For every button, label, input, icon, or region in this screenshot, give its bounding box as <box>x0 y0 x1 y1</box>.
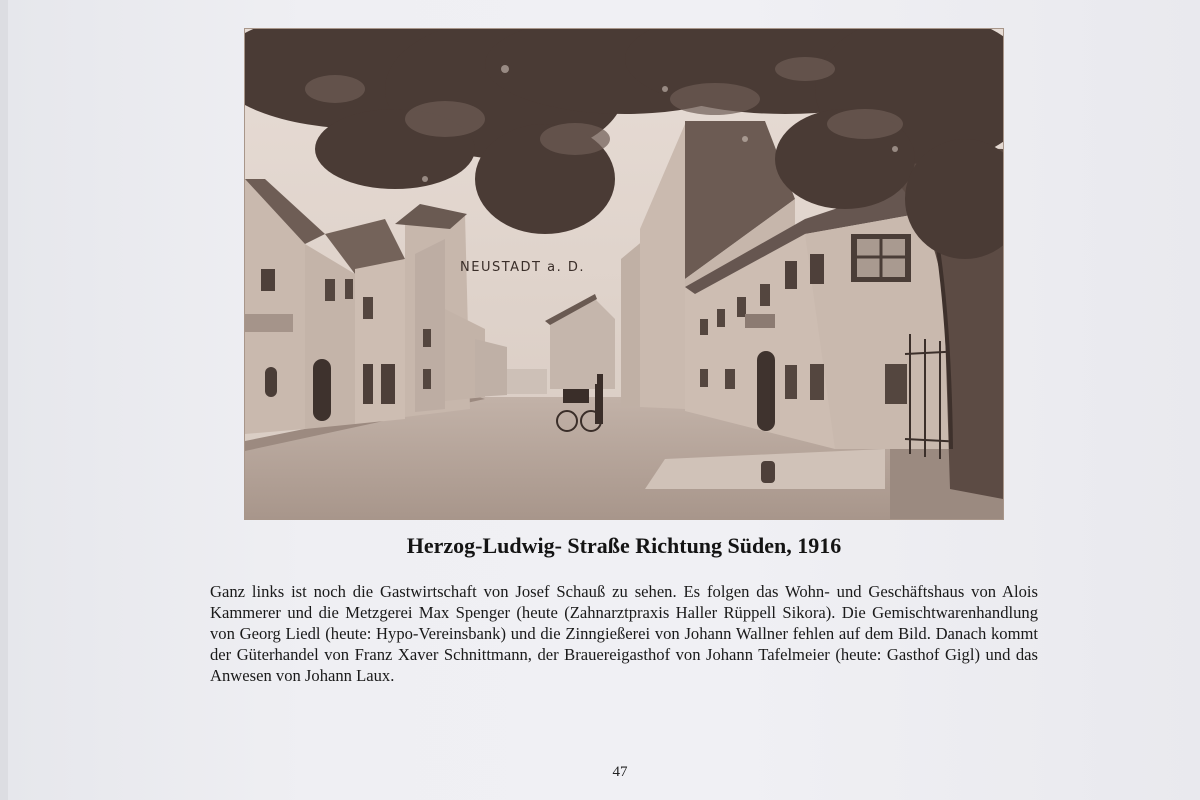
book-page <box>8 0 1200 800</box>
town-label: NEUSTADT a. D. <box>460 260 585 275</box>
photo-caption-title: Herzog-Ludwig- Straße Richtung Süden, 1916 <box>406 533 842 558</box>
photo-caption-text: Ganz links ist noch die Gastwirtschaft von Josef Schauß zu sehen. Es folgen das Wohn- und Geschäftshaus von Alois Kammerer und die Metzgerei Max Spenger (heute (Zahnarztpraxis Haller Rüppell Sikora). Die Gemischtwarenhandlung von Georg Liedl (heute: Hypo-Vereinsbank) und die Zinngießerei von Johann Wallner fehlen auf dem Bild. Danach kommt der Güterhandel von Franz Xaver Schnittmann, der Brauereigasthof von Johann Tafelmeier (heute: Gasthof Gigl) und das Anwesen von Johann Laux. <box>210 582 1038 685</box>
historic-street-photo <box>244 28 1004 520</box>
page-number: 47 <box>612 764 628 780</box>
